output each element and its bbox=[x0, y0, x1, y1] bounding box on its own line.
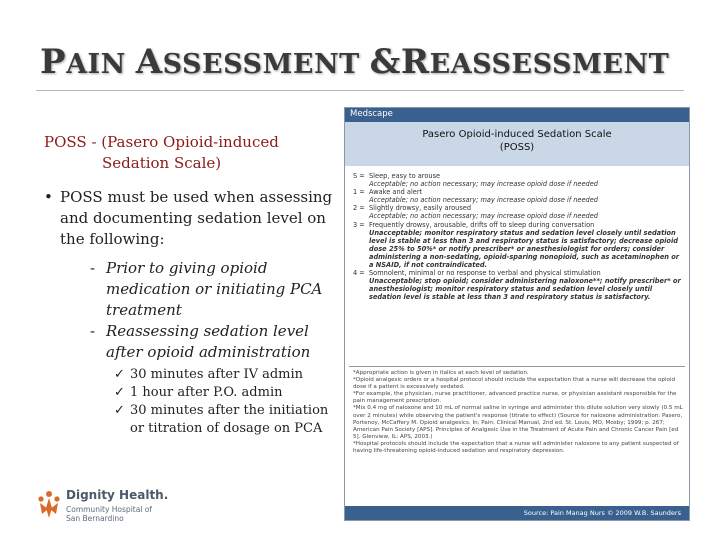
poss-heading-line1: POSS - (Pasero Opioid-induced bbox=[44, 133, 279, 151]
sedation-level-row: 1 = Awake and alert Acceptable; no action necessary; may increase opioid dose if needed bbox=[353, 188, 598, 205]
figure-footnotes bbox=[353, 370, 683, 455]
footnote: *Appropriate action is given in italics at each level of sedation. bbox=[353, 370, 529, 376]
poss-scale-figure bbox=[344, 107, 690, 521]
sedation-level-row: 2 = Slightly drowsy, easily aroused Acceptable; no action necessary; may increase opioid dose if needed bbox=[353, 204, 598, 221]
footnote: *Mix 0.4 mg of naloxone and 10 mL of normal saline in syringe and administer this dilute solution very slowly (0.5 mL over 2 minutes) while observing the patient's response (titrate to effect) (Source for naloxone administration: Pasero, Portenoy, McCaffery M. Opioid analgesics. In: Pain: Clinical Manual, 2nd ed. St. Louis, MO, Mosby; 1999; p. 267; American Pain Society [APS]. Principles of Analgesic Use in the Treatment of Acute Pain and Chronic Cancer Pain [ed 5]. Glenview, IL: APS, 2003.) bbox=[353, 405, 683, 440]
footnote: *Hospital protocols should include the expectation that a nurse will administer naloxone to any patient suspected of having life-threatening opioid-induced sedation and respiratory depression. bbox=[353, 440, 679, 455]
title-divider bbox=[36, 90, 684, 91]
figure-source-bar bbox=[345, 506, 689, 520]
figure-divider bbox=[349, 366, 685, 367]
sedation-level-row: S = Sleep, easy to arouse Acceptable; no action necessary; may increase opioid dose if needed bbox=[353, 172, 598, 189]
figure-header-label: Medscape bbox=[350, 109, 393, 119]
figure-title: Pasero Opioid-induced Sedation Scale (POSS) bbox=[422, 129, 612, 153]
check-item: ✓ 30 minutes after the initiation or titration of dosage on PCA bbox=[114, 403, 329, 436]
sub-item: - Reassessing sedation level after opioid administration bbox=[90, 322, 311, 361]
sub-item: - Prior to giving opioid medication or initiating PCA treatment bbox=[90, 259, 323, 319]
bullet-text: POSS must be used when assessing and documenting sedation level on the following: bbox=[60, 188, 333, 248]
footnote: *For example, the physician, nurse practitioner, advanced practice nurse, or physician assistant responsible for the pain management prescription. bbox=[353, 391, 677, 405]
timing-checklist bbox=[114, 366, 344, 438]
poss-heading bbox=[44, 132, 334, 174]
slide-title: PAIN ASSESSMENT &REASSESSMENT bbox=[40, 42, 670, 82]
poss-heading-line2: Sedation Scale) bbox=[102, 154, 222, 172]
figure-source: Source: Pain Manag Nurs © 2009 W.B. Saunders bbox=[523, 509, 681, 517]
check-item: ✓ 30 minutes after IV admin bbox=[114, 367, 304, 382]
sedation-levels bbox=[353, 172, 683, 302]
main-bullet bbox=[44, 187, 334, 250]
sedation-level-row: 4 = Somnolent, minimal or no response to verbal and physical stimulation Unacceptable; stop opioid; consider administering naloxone**; notify prescriber* or anesthesiologist; monitor respiratory status and sedation level closely until sedation level is stable at less than 3 and respiratory status is satisfactory. bbox=[353, 269, 681, 302]
figure-header-bar bbox=[345, 108, 689, 122]
sub-item-text: Prior to giving opioid medication or initiating PCA treatment bbox=[106, 259, 323, 319]
logo-subtitle-1: Community Hospital of bbox=[66, 505, 153, 514]
checkmark-icon: ✓ bbox=[114, 367, 125, 382]
logo-name: Dignity Health. bbox=[66, 488, 169, 502]
bullet-dot: • bbox=[44, 188, 53, 206]
checkmark-icon: ✓ bbox=[114, 403, 125, 418]
dignity-health-logo bbox=[36, 488, 196, 528]
dignity-health-icon bbox=[36, 490, 62, 520]
sedation-level-row: 3 = Frequently drowsy, arousable, drifts off to sleep during conversation Unacceptable; monitor respiratory status and sedation level closely until sedation level is stable at less than 3 and respiratory status is satisfactory; decrease opioid dose 25% to 50%* or notify prescriber* or anesthesiologist for orders; consider administering a non-sedating, opioid-sparing nonopioid, such as acetaminophen or a NSAID, if not contraindicated. bbox=[353, 220, 680, 270]
logo-subtitle-2: San Bernardino bbox=[66, 514, 124, 523]
sub-item-text: Reassessing sedation level after opioid administration bbox=[106, 322, 311, 361]
check-item: ✓ 1 hour after P.O. admin bbox=[114, 385, 283, 400]
footnote: *Opioid analgesic orders or a hospital protocol should include the expectation that a nurse will decrease the opioid dose if a patient is excessively sedated. bbox=[353, 377, 676, 391]
checkmark-icon: ✓ bbox=[114, 385, 125, 400]
